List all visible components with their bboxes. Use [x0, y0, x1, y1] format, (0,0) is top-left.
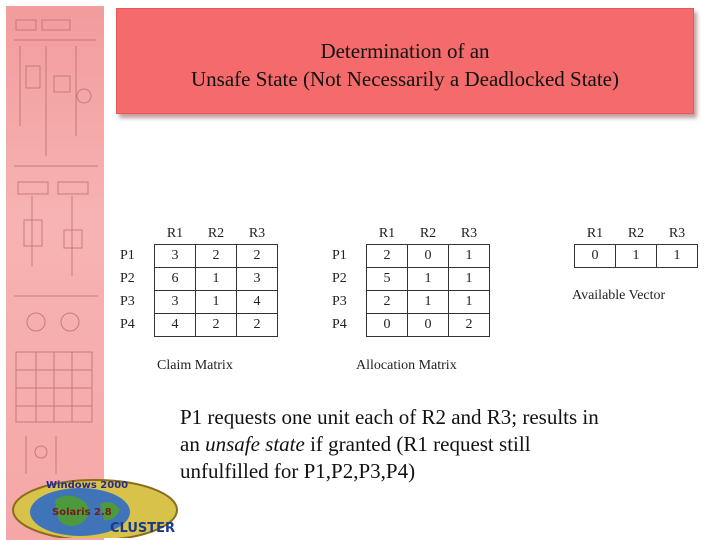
claim-header-r1: R1 [166, 226, 184, 241]
avail-row [575, 245, 698, 268]
matrix-cell: 4 [155, 314, 196, 337]
matrix-cell: 2 [237, 314, 278, 337]
matrix-cell: 1 [616, 245, 657, 268]
claim-row-p3 [120, 291, 278, 314]
matrix-cell: 1 [196, 291, 237, 314]
available-vector [574, 224, 698, 268]
explanation-text [180, 404, 600, 485]
matrix-cell: 2 [196, 314, 237, 337]
claim-matrix-caption: Claim Matrix [157, 358, 233, 373]
note-part-1: P1 requests one unit each of R2 and R3; results in an [180, 405, 599, 456]
claim-row-p4 [120, 314, 278, 337]
matrix-cell: 1 [657, 245, 698, 268]
matrix-cell: 2 [449, 314, 490, 337]
alloc-row-p1 [332, 245, 490, 268]
matrix-cell: 6 [155, 268, 196, 291]
matrix-cell: 1 [449, 268, 490, 291]
logo-line3: CLUSTER [110, 521, 176, 536]
title-line-1: Determination of an [320, 39, 490, 63]
row-label: P3 [332, 294, 347, 309]
row-label: P2 [120, 271, 135, 286]
matrix-cell: 0 [408, 245, 449, 268]
alloc-row-p2 [332, 268, 490, 291]
matrix-cell: 4 [237, 291, 278, 314]
row-label: P4 [120, 317, 135, 332]
matrix-cell: 2 [367, 245, 408, 268]
allocation-matrix-caption: Allocation Matrix [356, 358, 457, 373]
matrix-cell: 1 [449, 245, 490, 268]
claim-row-p1 [120, 245, 278, 268]
note-emphasis: unsafe state [205, 432, 305, 456]
logo-line2: Solaris 2.8 [52, 507, 112, 518]
matrix-cell: 1 [408, 291, 449, 314]
matrix-cell: 3 [155, 245, 196, 268]
decorative-sidebar [6, 6, 104, 540]
alloc-row-p4 [332, 314, 490, 337]
matrix-cell: 2 [196, 245, 237, 268]
matrix-cell: 2 [237, 245, 278, 268]
row-label: P1 [120, 248, 135, 263]
allocation-matrix [332, 224, 490, 337]
claim-header-r3: R3 [248, 226, 266, 241]
alloc-header-r1: R1 [378, 226, 396, 241]
logo-line1: Windows 2000 [46, 480, 129, 491]
claim-row-p2 [120, 268, 278, 291]
avail-header-r2: R2 [627, 226, 645, 241]
matrix-cell: 0 [408, 314, 449, 337]
matrix-cell: 5 [367, 268, 408, 291]
matrix-cell: 3 [237, 268, 278, 291]
circuit-schematic-graphic [6, 6, 104, 540]
matrix-cell: 1 [196, 268, 237, 291]
note-part-2: if granted (R1 request still unfulfilled for P1,P2,P3,P4) [180, 432, 531, 483]
title-line-2: Unsafe State (Not Necessarily a Deadlocked State) [191, 67, 619, 91]
alloc-header-r3: R3 [460, 226, 478, 241]
matrix-cell: 1 [449, 291, 490, 314]
claim-matrix [120, 224, 278, 337]
claim-header-r2: R2 [207, 226, 225, 241]
alloc-row-p3 [332, 291, 490, 314]
row-label: P3 [120, 294, 135, 309]
matrix-cell: 0 [367, 314, 408, 337]
row-label: P4 [332, 317, 347, 332]
avail-header-r3: R3 [668, 226, 686, 241]
row-label: P1 [332, 248, 347, 263]
row-label: P2 [332, 271, 347, 286]
slide-title-box [116, 8, 694, 114]
alloc-header-r2: R2 [419, 226, 437, 241]
matrix-cell: 1 [408, 268, 449, 291]
cluster-logo [10, 470, 180, 538]
matrix-cell: 3 [155, 291, 196, 314]
matrix-cell: 2 [367, 291, 408, 314]
avail-header-r1: R1 [586, 226, 604, 241]
available-vector-caption: Available Vector [572, 288, 666, 303]
matrix-cell: 0 [575, 245, 616, 268]
